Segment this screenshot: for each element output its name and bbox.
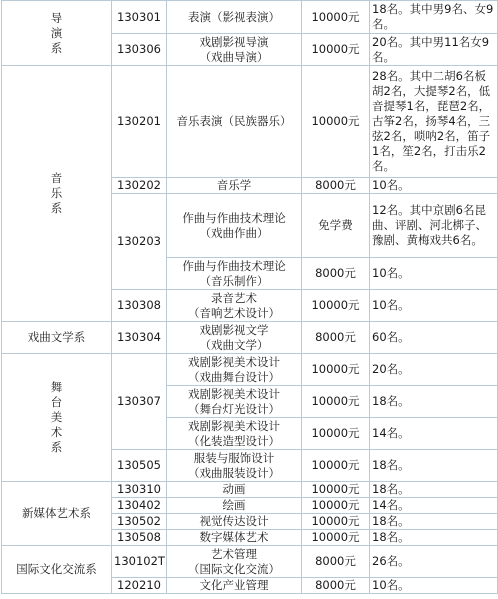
quota-cell: 10名。 xyxy=(370,258,498,290)
major-cell: 戏剧影视导演 （戏曲导演） xyxy=(167,34,302,66)
code-cell: 130201 xyxy=(112,66,167,178)
quota-cell: 28名。其中二胡6名板胡2名，大提琴2名，低音提琴1名，琵琶2名，古筝2名，扬琴4名，三弦2名，唢呐2名，笛子1名，笙2名，打击乐2名。 xyxy=(370,66,498,178)
fee-cell: 10000元 xyxy=(302,1,370,34)
major-cell: 服装与服饰设计 （戏曲服装设计） xyxy=(167,450,302,482)
major-cell: 表演（影视表演） xyxy=(167,1,302,34)
fee-cell: 10000元 xyxy=(302,498,370,514)
major-cell: 作曲与作曲技术理论 （音乐制作） xyxy=(167,258,302,290)
fee-cell: 10000元 xyxy=(302,386,370,418)
fee-cell: 10000元 xyxy=(302,290,370,322)
quota-cell: 18名。 xyxy=(370,482,498,498)
fee-cell: 10000元 xyxy=(302,418,370,450)
fee-cell: 8000元 xyxy=(302,322,370,354)
fee-cell: 10000元 xyxy=(302,450,370,482)
code-cell: 130301 xyxy=(112,1,167,34)
quota-cell: 18名。 xyxy=(370,386,498,418)
code-cell: 130308 xyxy=(112,290,167,322)
dept-cell: 新媒体艺术系 xyxy=(2,482,112,546)
code-cell: 130502 xyxy=(112,514,167,530)
quota-cell: 10名。 xyxy=(370,178,498,194)
dept-cell: 音乐系 xyxy=(2,66,112,322)
major-cell: 戏剧影视美术设计 （舞台灯光设计） xyxy=(167,386,302,418)
table-row xyxy=(2,66,498,178)
major-cell: 作曲与作曲技术理论 （戏曲作曲） xyxy=(167,194,302,258)
major-cell: 音乐表演（民族器乐） xyxy=(167,66,302,178)
quota-cell: 12名。其中京剧6名昆曲、评剧、河北梆子、豫剧、黄梅戏共6名。 xyxy=(370,194,498,258)
fee-cell: 免学费 xyxy=(302,194,370,258)
table-row xyxy=(2,482,498,498)
quota-cell: 20名。其中男11名女9名。 xyxy=(370,34,498,66)
quota-cell: 26名。 xyxy=(370,546,498,578)
quota-cell: 18名。 xyxy=(370,450,498,482)
major-cell: 戏剧影视美术设计 （戏曲舞台设计） xyxy=(167,354,302,386)
major-cell: 音乐学 xyxy=(167,178,302,194)
dept-cell: 国际文化交流系 xyxy=(2,546,112,594)
code-cell: 130310 xyxy=(112,482,167,498)
code-cell: 130505 xyxy=(112,450,167,482)
code-cell: 120210 xyxy=(112,578,167,594)
fee-cell: 8000元 xyxy=(302,546,370,578)
quota-cell: 14名。 xyxy=(370,418,498,450)
quota-cell: 14名。 xyxy=(370,498,498,514)
table-row xyxy=(2,546,498,578)
major-cell: 戏剧影视美术设计 （化装造型设计） xyxy=(167,418,302,450)
table-row xyxy=(2,354,498,386)
dept-cell: 导演系 xyxy=(2,1,112,66)
fee-cell: 10000元 xyxy=(302,66,370,178)
fee-cell: 10000元 xyxy=(302,514,370,530)
major-cell: 绘画 xyxy=(167,498,302,514)
fee-cell: 8000元 xyxy=(302,258,370,290)
quota-cell: 20名。 xyxy=(370,354,498,386)
major-cell: 艺术管理 （国际文化交流） xyxy=(167,546,302,578)
quota-cell: 18名。 xyxy=(370,514,498,530)
quota-cell: 60名。 xyxy=(370,322,498,354)
code-cell: 130307 xyxy=(112,354,167,450)
code-cell: 130203 xyxy=(112,194,167,290)
admissions-table xyxy=(1,0,498,594)
fee-cell: 8000元 xyxy=(302,178,370,194)
quota-cell: 10名。 xyxy=(370,290,498,322)
fee-cell: 10000元 xyxy=(302,34,370,66)
quota-cell: 18名。 xyxy=(370,530,498,546)
fee-cell: 8000元 xyxy=(302,578,370,594)
code-cell: 130102T xyxy=(112,546,167,578)
major-cell: 文化产业管理 xyxy=(167,578,302,594)
dept-cell: 舞台美术系 xyxy=(2,354,112,482)
quota-cell: 18名。其中男9名、女9名。 xyxy=(370,1,498,34)
code-cell: 130202 xyxy=(112,178,167,194)
major-cell: 视觉传达设计 xyxy=(167,514,302,530)
fee-cell: 10000元 xyxy=(302,482,370,498)
code-cell: 130304 xyxy=(112,322,167,354)
major-cell: 戏剧影视文学 （戏曲文学） xyxy=(167,322,302,354)
dept-cell: 戏曲文学系 xyxy=(2,322,112,354)
quota-cell: 10名。 xyxy=(370,578,498,594)
major-cell: 录音艺术 （音响艺术设计） xyxy=(167,290,302,322)
fee-cell: 10000元 xyxy=(302,354,370,386)
code-cell: 130402 xyxy=(112,498,167,514)
code-cell: 130306 xyxy=(112,34,167,66)
major-cell: 数字媒体艺术 xyxy=(167,530,302,546)
table-row xyxy=(2,1,498,34)
fee-cell: 10000元 xyxy=(302,530,370,546)
code-cell: 130508 xyxy=(112,530,167,546)
major-cell: 动画 xyxy=(167,482,302,498)
table-row xyxy=(2,322,498,354)
